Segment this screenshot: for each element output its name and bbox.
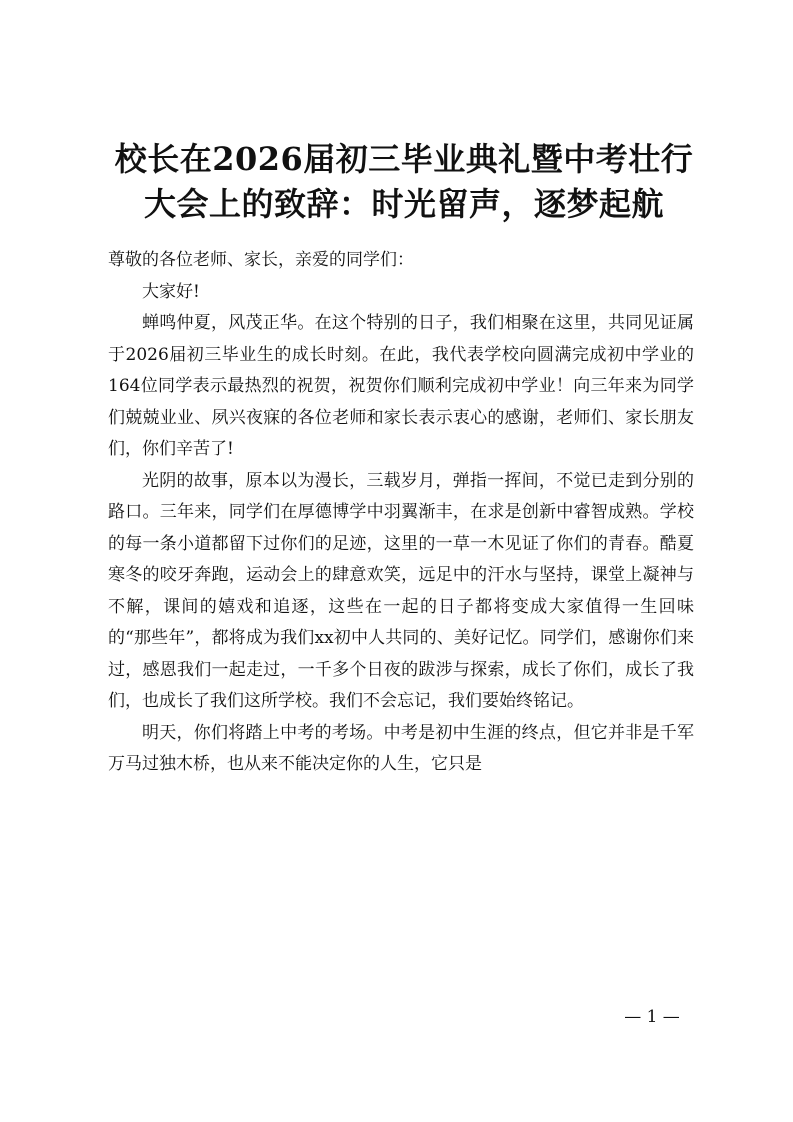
paragraph-memories: 光阴的故事，原本以为漫长，三载岁月，弹指一挥间，不觉已走到分别的路口。三年来，同学们在厚德博学中羽翼渐丰，在求是创新中睿智成熟。学校的每一条小道都留下过你们的足迹，这里的一草一木见证了你们的青春。酷夏寒冬的咬牙奔跑，运动会上的肆意欢笑，远足中的汗水与坚持，课堂上凝神与不解，课间的嬉戏和追逐，这些在一起的日子都将变成大家值得一生回味的“那些年”，都将成为我们xx初中人共同的、美好记忆。同学们，感谢你们来过，感恩我们一起走过，一千多个日夜的跋涉与探索，成长了你们，成长了我们，也成长了我们这所学校。我们不会忘记，我们要始终铭记。 [108, 470, 694, 711]
document-title: 校长在2026届初三毕业典礼暨中考壮行大会上的致辞：时光留声，逐梦起航 [114, 140, 694, 223]
paragraph-exam: 明天，你们将踏上中考的考场。中考是初中生涯的终点，但它并非是千军万马过独木桥，也从来不能决定你的人生，它只是 [108, 722, 694, 774]
document-body [108, 245, 694, 781]
paragraph-greeting: 大家好! [142, 281, 200, 302]
page-number: — 1 — [624, 1007, 680, 1027]
paragraph-congratulations: 蝉鸣仲夏，风茂正华。在这个特别的日子，我们相聚在这里，共同见证属于2026届初三毕业生的成长时刻。在此，我代表学校向圆满完成初中学业的164位同学表示最热烈的祝贺，祝贺你们顺利完成初中学业！向三年来为同学们兢兢业业、夙兴夜寐的各位老师和家长表示衷心的感谢，老师们、家长朋友们，你们辛苦了! [108, 313, 694, 459]
salutation: 尊敬的各位老师、家长，亲爱的同学们： [108, 250, 414, 270]
